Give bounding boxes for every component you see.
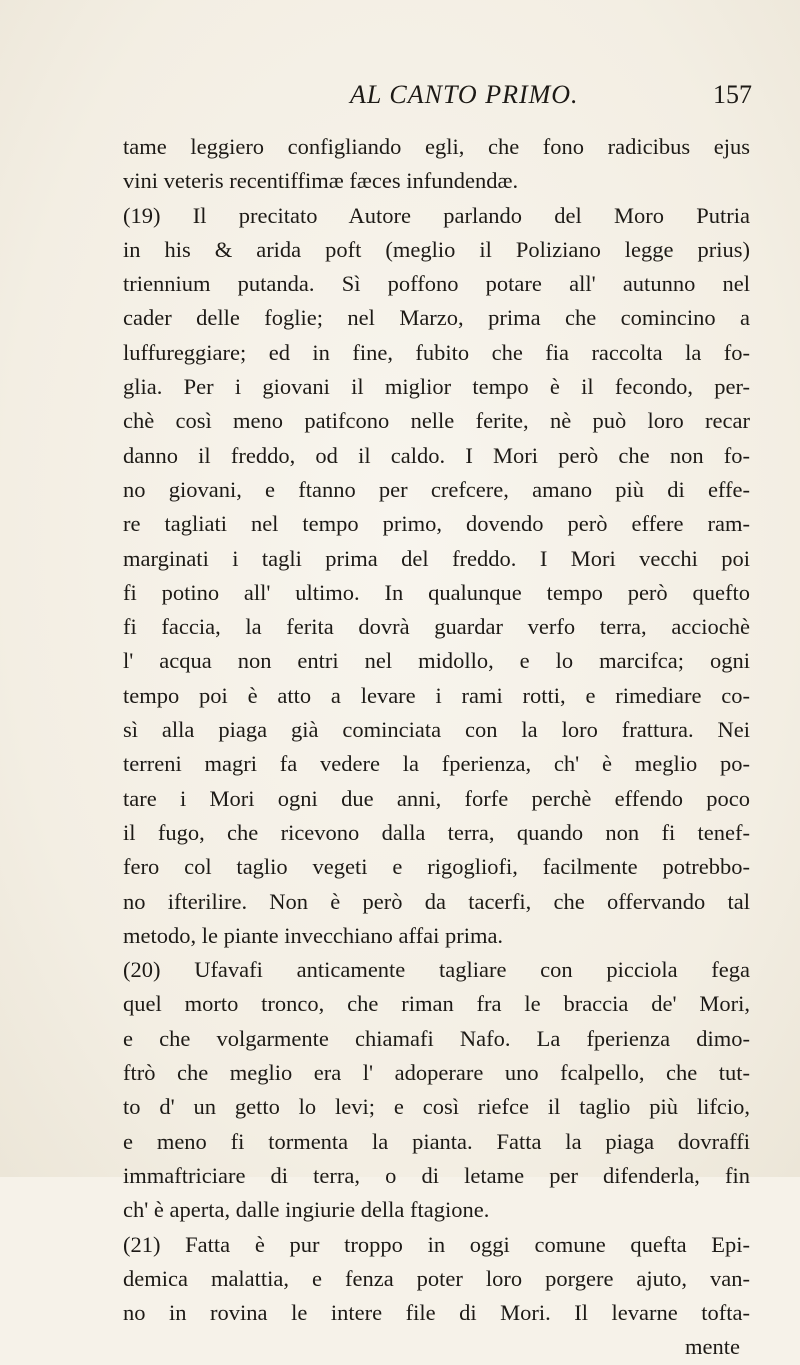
- text-line: e meno fi tormenta la pianta. Fatta la piaga dovraffi: [123, 1128, 750, 1154]
- body-text: [123, 130, 750, 1365]
- text-line: (20) Ufavafi anticamente tagliare con picciola fega: [123, 957, 750, 983]
- text-line: (19) Il precitato Autore parlando del Moro Putria: [123, 202, 750, 228]
- text-line: fi faccia, la ferita dovrà guardar verfo terra, acciochè: [123, 614, 750, 640]
- text-line: l' acqua non entri nel midollo, e lo marcifca; ogni: [123, 648, 750, 674]
- page-number: 157: [713, 80, 752, 109]
- text-line: sì alla piaga già cominciata con la loro frattura. Nei: [123, 717, 750, 743]
- text-line: il fugo, che ricevono dalla terra, quando non fi tenef-: [123, 819, 750, 845]
- text-line: tare i Mori ogni due anni, forfe perchè effendo poco: [123, 785, 750, 811]
- text-line: in his & arida poft (meglio il Poliziano legge prius): [123, 236, 750, 262]
- text-line: cader delle foglie; nel Marzo, prima che comincino a: [123, 305, 750, 331]
- text-line: to d' un getto lo levi; e così riefce il taglio più lifcio,: [123, 1094, 750, 1120]
- running-head: [0, 80, 800, 120]
- text-line: no in rovina le intere file di Mori. Il levarne tofta-: [123, 1300, 750, 1326]
- text-line: marginati i tagli prima del freddo. I Mori vecchi poi: [123, 545, 750, 571]
- text-line: metodo, le piante invecchiano affai prima.: [123, 922, 504, 948]
- text-line: glia. Per i giovani il miglior tempo è il fecondo, per-: [123, 374, 750, 400]
- text-line: chè così meno patifcono nelle ferite, nè può loro recar: [123, 408, 750, 434]
- text-line: no giovani, e ftanno per crefcere, amano più di effe-: [123, 476, 750, 502]
- text-line: fero col taglio vegeti e rigogliofi, facilmente potrebbo-: [123, 854, 750, 880]
- text-line: tame leggiero configliando egli, che fono radicibus ejus: [123, 134, 750, 159]
- catchword: mente: [685, 1334, 740, 1360]
- text-line: immaftriciare di terra, o di letame per difenderla, fin: [123, 1162, 750, 1188]
- text-line: vini veteris recentiffimæ fæces infundendæ.: [123, 168, 519, 194]
- text-line: re tagliati nel tempo primo, dovendo però effere ram-: [123, 511, 750, 537]
- text-line: quel morto tronco, che riman fra le braccia de' Mori,: [123, 991, 750, 1017]
- text-line: tempo poi è atto a levare i rami rotti, e rimediare co-: [123, 682, 750, 708]
- text-line: luffureggiare; ed in fine, fubito che fia raccolta la fo-: [123, 339, 750, 365]
- text-line: demica malattia, e fenza poter loro porgere ajuto, van-: [123, 1265, 750, 1291]
- text-line: terreni magri fa vedere la fperienza, ch' è meglio po-: [123, 751, 750, 777]
- text-line: e che volgarmente chiamafi Nafo. La fperienza dimo-: [123, 1025, 750, 1051]
- text-line: fi potino all' ultimo. In qualunque tempo però quefto: [123, 579, 750, 605]
- text-line: triennium putanda. Sì poffono potare all' autunno nel: [123, 271, 750, 297]
- running-title: AL CANTO PRIMO.: [350, 80, 579, 109]
- text-line: ch' è aperta, dalle ingiurie della ftagione.: [123, 1197, 490, 1223]
- text-line: no ifterilire. Non è però da tacerfi, che offervando tal: [123, 888, 750, 914]
- text-line: (21) Fatta è pur troppo in oggi comune quefta Epi-: [123, 1231, 750, 1257]
- text-line: ftrò che meglio era l' adoperare uno fcalpello, che tut-: [123, 1060, 750, 1086]
- text-line: danno il freddo, od il caldo. I Mori però che non fo-: [123, 442, 750, 468]
